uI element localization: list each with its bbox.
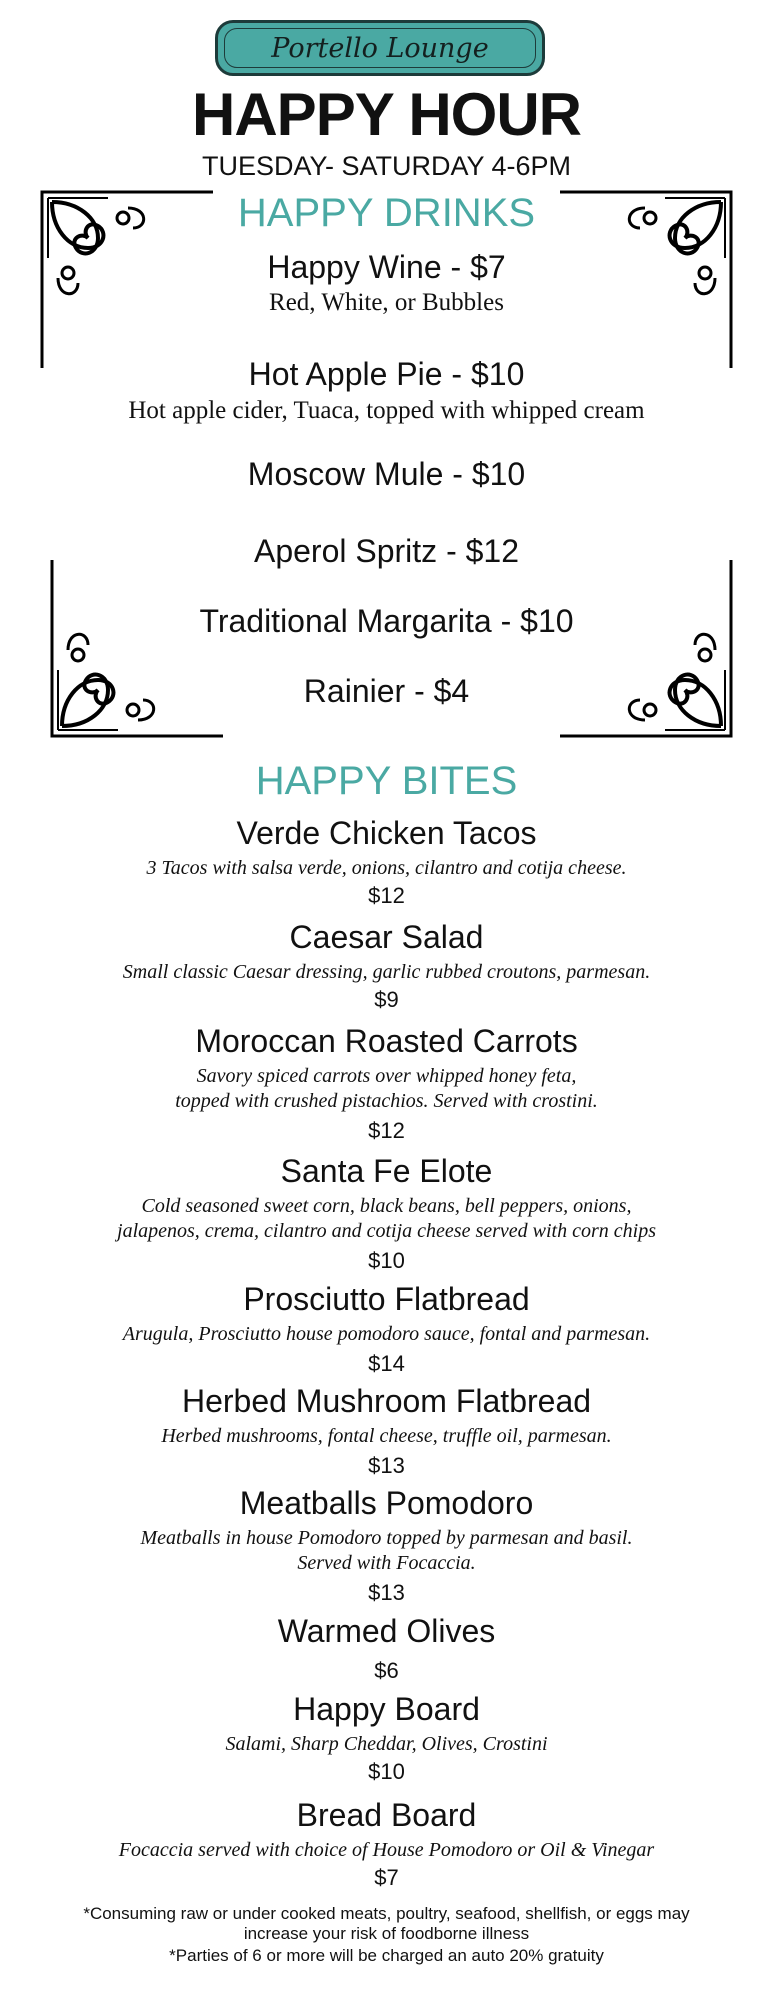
bites-heading: HAPPY BITES: [255, 759, 518, 803]
bite-price: $14: [368, 1351, 405, 1376]
bite-name: Bread Board: [296, 1797, 477, 1833]
bite-name: Caesar Salad: [289, 919, 484, 955]
bite-desc: Arugula, Prosciutto house pomodoro sauce, fontal and parmesan.: [122, 1323, 651, 1345]
frame-bottom-left-ornament: [48, 555, 228, 740]
drink-item: Aperol Spritz - $12: [253, 533, 519, 569]
bite-name: Meatballs Pomodoro: [239, 1485, 534, 1521]
bite-desc: Meatballs in house Pomodoro topped by parmesan and basil.: [140, 1527, 633, 1549]
bite-price: $10: [368, 1759, 405, 1784]
bite-name: Herbed Mushroom Flatbread: [181, 1383, 592, 1419]
footer-disclaimer: *Consuming raw or under cooked meats, poultry, seafood, shellfish, or eggs may: [83, 1904, 690, 1923]
bite-desc: 3 Tacos with salsa verde, onions, cilantro and cotija cheese.: [146, 857, 627, 879]
venue-badge: [215, 20, 545, 76]
bite-desc: Focaccia served with choice of House Pomodoro or Oil & Vinegar: [118, 1839, 655, 1861]
bite-desc: Cold seasoned sweet corn, black beans, bell peppers, onions,: [141, 1195, 632, 1217]
bite-price: $13: [368, 1580, 405, 1605]
bite-price: $13: [368, 1453, 405, 1478]
bite-name: Verde Chicken Tacos: [236, 815, 537, 851]
page-title: HAPPY HOUR: [192, 81, 581, 148]
schedule: TUESDAY- SATURDAY 4-6PM: [201, 151, 572, 181]
bite-price: $12: [368, 883, 405, 908]
frame-bottom-right-ornament: [555, 555, 735, 740]
drink-item: Rainier - $4: [303, 673, 470, 709]
bite-desc: topped with crushed pistachios. Served with crostini.: [175, 1090, 598, 1112]
bite-desc: Savory spiced carrots over whipped honey feta,: [196, 1065, 577, 1087]
bite-name: Happy Board: [293, 1691, 480, 1727]
drink-item: Traditional Margarita - $10: [199, 603, 574, 639]
venue-name: Portello Lounge: [224, 28, 536, 68]
drink-desc: Red, White, or Bubbles: [269, 289, 504, 316]
drink-item: Hot Apple Pie - $10: [248, 356, 525, 392]
bite-name: Prosciutto Flatbread: [243, 1281, 530, 1317]
bite-price: $12: [368, 1118, 405, 1143]
bite-desc: Salami, Sharp Cheddar, Olives, Crostini: [225, 1733, 548, 1755]
bite-desc: Served with Focaccia.: [297, 1552, 476, 1574]
footer-disclaimer: increase your risk of foodborne illness: [243, 1924, 530, 1943]
bite-desc: jalapenos, crema, cilantro and cotija cheese served with corn chips: [117, 1220, 656, 1242]
bite-desc: Herbed mushrooms, fontal cheese, truffle oil, parmesan.: [161, 1425, 612, 1447]
bite-price: $9: [374, 987, 399, 1012]
footer-gratuity: *Parties of 6 or more will be charged an auto 20% gratuity: [169, 1946, 604, 1965]
bite-price: $10: [368, 1248, 405, 1273]
bite-name: Moroccan Roasted Carrots: [195, 1023, 578, 1059]
drink-desc: Hot apple cider, Tuaca, topped with whipped cream: [128, 397, 645, 424]
bite-price: $7: [374, 1865, 399, 1890]
bite-desc: Small classic Caesar dressing, garlic rubbed croutons, parmesan.: [122, 961, 651, 983]
bite-name: Warmed Olives: [277, 1613, 496, 1649]
bite-price: $6: [374, 1658, 399, 1683]
bite-name: Santa Fe Elote: [280, 1153, 493, 1189]
drink-item: Moscow Mule - $10: [247, 456, 526, 492]
drink-item: Happy Wine - $7: [267, 249, 506, 285]
drinks-heading: HAPPY DRINKS: [237, 191, 536, 235]
